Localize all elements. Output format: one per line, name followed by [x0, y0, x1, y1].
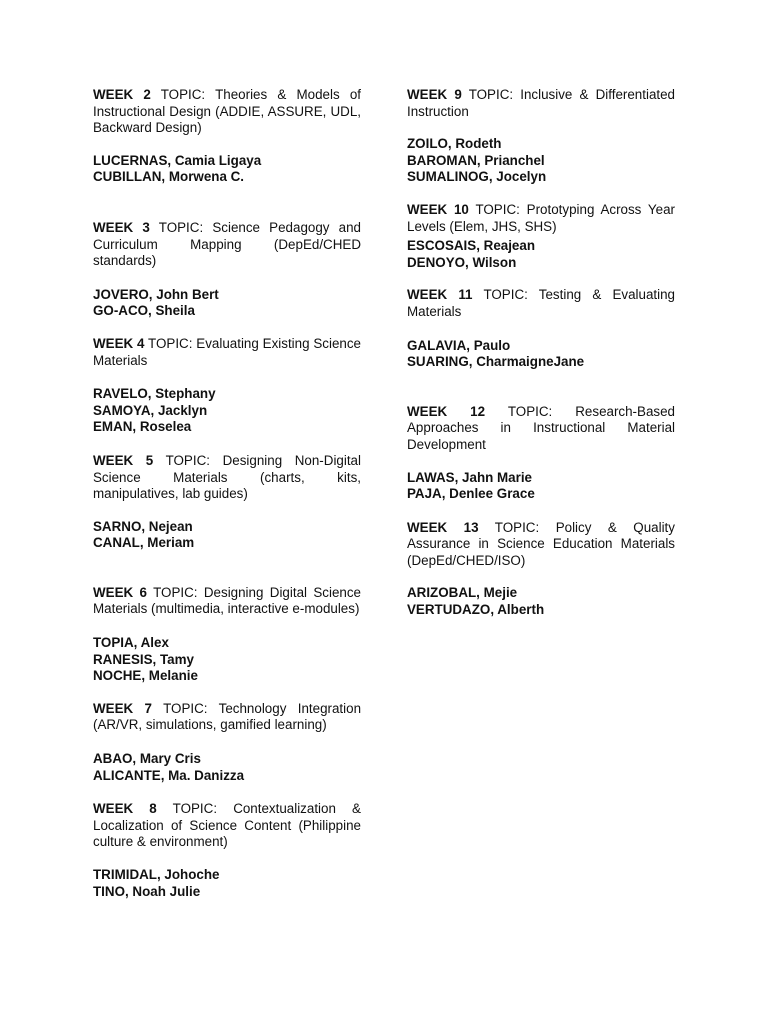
week-2-block	[93, 87, 361, 186]
week-13-names	[407, 585, 675, 618]
right-column	[407, 87, 675, 619]
week-6-names	[93, 635, 361, 685]
topic-word: TOPIC:	[163, 700, 208, 716]
topic-text: Prototyping Across Year Levels (Elem, JHS, SHS)	[407, 201, 675, 234]
member-name: DENOYO, Wilson	[407, 254, 517, 270]
member-name: ARIZOBAL, Mejie	[407, 585, 518, 601]
member-name: SUARING, CharmaigneJane	[407, 354, 585, 370]
topic-text: Policy & Quality Assurance in Science Education Materials (DepEd/CHED/ISO)	[407, 519, 675, 568]
week-label: WEEK 12	[407, 403, 486, 419]
week-3-topic	[93, 220, 361, 270]
topic-word: TOPIC:	[483, 287, 528, 303]
week-2-names	[93, 153, 361, 186]
week-label: WEEK 8	[93, 801, 157, 817]
week-label: WEEK 13	[407, 519, 479, 535]
week-2-topic	[93, 87, 361, 137]
topic-text: Evaluating Existing Science Materials	[93, 335, 361, 368]
week-4-block	[93, 336, 361, 436]
week-label: WEEK 4	[93, 335, 145, 351]
member-name: TINO, Noah Julie	[93, 883, 201, 899]
week-8-topic	[93, 801, 361, 851]
member-name: NOCHE, Melanie	[93, 668, 198, 684]
week-7-topic	[93, 701, 361, 734]
topic-word: TOPIC:	[153, 584, 198, 600]
member-name: LUCERNAS, Camia Ligaya	[93, 152, 262, 168]
week-5-topic	[93, 453, 361, 503]
week-label: WEEK 7	[93, 700, 152, 716]
member-name: SARNO, Nejean	[93, 518, 193, 534]
topic-word: TOPIC:	[148, 335, 193, 351]
member-name: SUMALINOG, Jocelyn	[407, 169, 547, 185]
topic-word: TOPIC:	[507, 403, 553, 419]
member-name: TRIMIDAL, Johoche	[93, 867, 220, 882]
week-4-topic	[93, 336, 361, 369]
week-8-names	[93, 867, 361, 900]
member-name: LAWAS, Jahn Marie	[407, 469, 533, 485]
member-name: GO-ACO, Sheila	[93, 303, 195, 319]
week-7-names	[93, 751, 361, 784]
week-11-block	[407, 287, 675, 370]
week-11-names	[407, 338, 675, 371]
member-name: RANESIS, Tamy	[93, 651, 194, 667]
topic-text: Designing Non-Digital Science Materials (charts, kits, manipulatives, lab guides)	[93, 452, 361, 502]
week-6-topic	[93, 585, 361, 618]
week-5-block	[93, 453, 361, 552]
week-7-block	[93, 701, 361, 784]
week-9-block	[407, 87, 675, 186]
week-3-names	[93, 287, 361, 320]
week-label: WEEK 9	[407, 87, 462, 102]
week-12-topic	[407, 404, 675, 454]
week-3-block	[93, 220, 361, 320]
member-name: SAMOYA, Jacklyn	[93, 402, 208, 418]
week-10-topic	[407, 202, 675, 235]
week-label: WEEK 6	[93, 584, 147, 600]
member-name: BAROMAN, Prianchel	[407, 152, 545, 168]
topic-word: TOPIC:	[172, 801, 218, 817]
week-4-names	[93, 386, 361, 436]
member-name: ABAO, Mary Cris	[93, 751, 201, 767]
member-name: GALAVIA, Paulo	[407, 337, 511, 353]
topic-word: TOPIC:	[494, 519, 540, 535]
week-label: WEEK 11	[407, 287, 473, 303]
week-10-block	[407, 202, 675, 271]
member-name: VERTUDAZO, Alberth	[407, 602, 545, 618]
member-name: TOPIA, Alex	[93, 635, 169, 651]
topic-word: TOPIC:	[165, 452, 210, 468]
week-8-block	[93, 801, 361, 900]
week-10-names	[407, 238, 675, 271]
week-label: WEEK 10	[407, 201, 469, 217]
week-11-topic	[407, 287, 675, 320]
member-name: ZOILO, Rodeth	[407, 136, 502, 152]
member-name: ALICANTE, Ma. Danizza	[93, 767, 245, 783]
member-name: CANAL, Meriam	[93, 535, 195, 551]
topic-word: TOPIC:	[160, 87, 206, 102]
week-label: WEEK 3	[93, 219, 150, 235]
member-name: PAJA, Denlee Grace	[407, 486, 535, 502]
topic-word: TOPIC:	[468, 87, 514, 102]
member-name: JOVERO, John Bert	[93, 286, 219, 302]
week-9-topic	[407, 87, 675, 120]
week-12-names	[407, 470, 675, 503]
week-13-topic	[407, 520, 675, 570]
week-12-block	[407, 404, 675, 503]
member-name: EMAN, Roselea	[93, 419, 192, 435]
topic-text: Research-Based Approaches in Instructional Material Development	[407, 403, 675, 452]
topic-text: Contextualization & Localization of Science Content (Philippine culture & environment)	[93, 801, 361, 850]
topic-text: Designing Digital Science Materials (multimedia, interactive e-modules)	[93, 584, 361, 617]
topic-text: Theories & Models of Instructional Design (ADDIE, ASSURE, UDL, Backward Design)	[93, 87, 361, 136]
topic-word: TOPIC:	[475, 201, 520, 217]
member-name: ESCOSAIS, Reajean	[407, 238, 536, 254]
week-9-names	[407, 136, 675, 186]
left-column	[93, 87, 361, 900]
week-13-block	[407, 520, 675, 619]
topic-text: Science Pedagogy and Curriculum Mapping (DepEd/CHED standards)	[93, 219, 362, 269]
topic-word: TOPIC:	[158, 219, 204, 235]
week-6-block	[93, 585, 361, 685]
member-name: RAVELO, Stephany	[93, 386, 216, 402]
topic-text: Technology Integration (AR/VR, simulations, gamified learning)	[93, 700, 362, 733]
topic-text: Testing & Evaluating Materials	[407, 287, 676, 319]
topic-text: Inclusive & Differentiated Instruction	[407, 87, 676, 119]
week-5-names	[93, 519, 361, 552]
member-name: CUBILLAN, Morwena C.	[93, 169, 245, 185]
week-label: WEEK 5	[93, 452, 154, 468]
week-label: WEEK 2	[93, 87, 151, 102]
